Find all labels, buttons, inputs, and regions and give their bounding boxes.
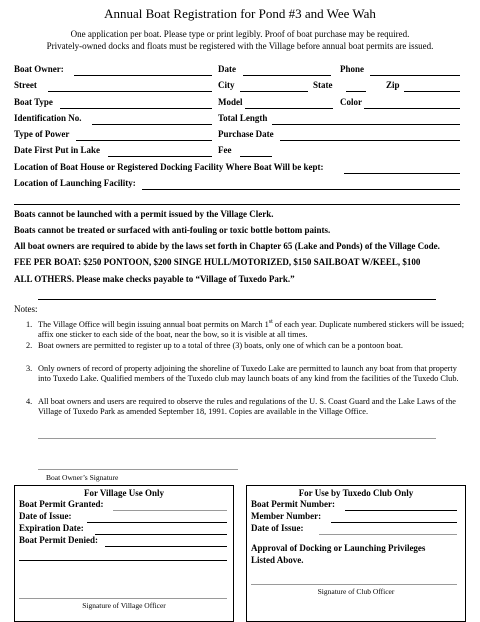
model-label: Model [218,97,243,107]
village-box-title: For Village Use Only [83,488,165,498]
village-signature-label: Signature of Village Officer [82,601,166,610]
notes-label: Notes: [14,304,38,314]
village-expiration-date-label: Expiration Date: [19,523,84,533]
club-signature-label: Signature of Club Officer [317,587,395,596]
launching-location-field-2[interactable] [14,204,460,205]
village-date-of-issue-label: Date of Issue: [19,511,72,521]
club-date-of-issue-field[interactable] [319,534,457,535]
total-length-label: Total Length [218,113,268,123]
village-permit-denied-label: Boat Permit Denied: [19,535,98,545]
identification-no-field[interactable] [92,124,212,125]
intro-line-2: Privately-owned docks and floats must be registered with the Village before annual boat permits are issued. [46,41,434,51]
notes-bottom-line [38,438,436,439]
city-field[interactable] [240,91,308,92]
village-permit-granted-label: Boat Permit Granted: [19,499,104,509]
date-first-put-field[interactable] [108,156,212,157]
club-box-title: For Use by Tuxedo Club Only [298,488,414,498]
statement-permit: Boats cannot be launched with a permit issued by the Village Clerk. [14,209,274,219]
color-field[interactable] [364,108,460,109]
village-use-box [14,485,234,622]
purchase-date-field[interactable] [280,140,460,141]
village-notes-field[interactable] [19,560,227,561]
note-3: 3. Only owners of record of property adjoining the shoreline of Tuxedo Lake are permitted to launch any boat from that property into Tuxedo Lake. Qualified members of the Tuxedo club may launch boats of any kind from the facilities of the Tuxedo Club. [26,364,459,383]
color-label: Color [340,97,362,107]
page-title: Annual Boat Registration for Pond #3 and Wee Wah [104,6,376,21]
club-use-box [246,485,466,622]
club-approval-line-2: Listed Above. [251,555,304,565]
statement-paint: Boats cannot be treated or surfaced with anti-fouling or toxic bottle bottom paints. [14,225,331,235]
boat-owner-label: Boat Owner: [14,64,64,74]
city-label: City [218,80,235,90]
boat-house-location-field[interactable] [344,173,460,174]
club-member-number-label: Member Number: [251,511,322,521]
statement-checks: ALL OTHERS. Please make checks payable to “Village of Tuxedo Park.” [14,274,295,284]
date-label: Date [218,64,236,74]
owner-signature-field[interactable] [38,469,238,470]
club-permit-number-field[interactable] [345,510,457,511]
village-permit-denied-field[interactable] [105,546,227,547]
total-length-field[interactable] [272,124,460,125]
note-4: 4. All boat owners and users are required to observe the rules and regulations of the U. S. Coast Guard and the Lake Laws of the Village of Tuxedo Park as amended September 18, 1991. Copies are available in the Village Office. [26,397,456,416]
village-permit-granted-field[interactable] [113,510,227,511]
phone-label: Phone [340,64,365,74]
state-field[interactable] [346,91,366,92]
boat-type-label: Boat Type [14,97,53,107]
boat-house-location-label: Location of Boat House or Registered Docking Facility Where Boat Will be kept: [14,162,324,172]
statement-laws: All boat owners are required to abide by the laws set forth in Chapter 65 (Lake and Ponds) of the Village Code. [14,241,440,251]
village-expiration-date-field[interactable] [95,534,227,535]
club-approval-line-1: Approval of Docking or Launching Privileges [251,543,426,553]
intro-line-1: One application per boat. Please type or print legibly. Proof of boat purchase may be required. [70,29,410,39]
type-of-power-field[interactable] [76,140,212,141]
statement-fee: FEE PER BOAT: $250 PONTOON, $200 SINGE HULL/MOTORIZED, $150 SAILBOAT W/KEEL, $100 [14,257,421,267]
type-of-power-label: Type of Power [14,129,70,139]
date-first-put-label: Date First Put in Lake [14,145,100,155]
fee-label: Fee [218,145,232,155]
street-label: Street [14,80,37,90]
note-1: 1. The Village Office will begin issuing annual boat permits on March 1st of each year. Duplicate numbered stickers will be issued; affix one sticker to each side of the boat, near the bow, so it is visible at all times. [26,319,465,339]
fee-field[interactable] [240,156,272,157]
note-2: 2. Boat owners are permitted to register up to a total of three (3) boats, only one of which can be a pontoon boat. [26,341,403,350]
village-signature-field[interactable] [19,598,227,599]
owner-signature-label: Boat Owner’s Signature [46,473,119,482]
street-field[interactable] [48,91,212,92]
zip-label: Zip [386,80,400,90]
boat-owner-field[interactable] [74,75,212,76]
zip-field[interactable] [404,91,460,92]
launching-location-label: Location of Launching Facility: [14,178,136,188]
club-date-of-issue-label: Date of Issue: [251,523,304,533]
phone-field[interactable] [370,75,460,76]
club-member-number-field[interactable] [331,522,457,523]
blank-line [38,299,436,300]
date-field[interactable] [243,75,331,76]
model-field[interactable] [245,108,333,109]
state-label: State [313,80,333,90]
purchase-date-label: Purchase Date [218,129,274,139]
village-date-of-issue-field[interactable] [87,522,227,523]
identification-no-label: Identification No. [14,113,82,123]
club-permit-number-label: Boat Permit Number: [251,499,335,509]
launching-location-field[interactable] [142,189,460,190]
boat-type-field[interactable] [60,108,212,109]
club-signature-field[interactable] [251,584,457,585]
